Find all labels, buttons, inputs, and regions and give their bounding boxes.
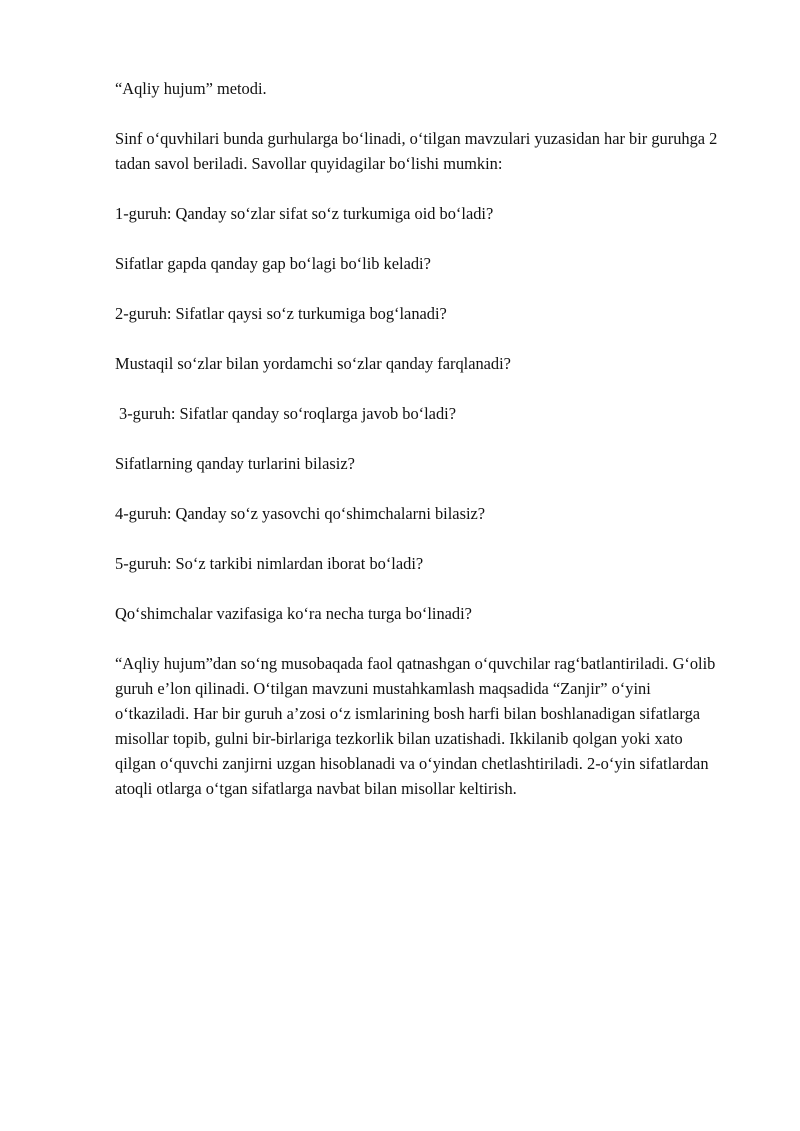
question-group-1: 1-guruh: Qanday so‘zlar sifat so‘z turkumiga oid bo‘ladi? [115, 204, 494, 223]
intro-paragraph: Sinf o‘quvhilari bunda gurhularga bo‘linadi, o‘tilgan mavzulari yuzasidan har bir guruhga 2 tadan savol beriladi. Savollar quyidagilar bo‘lishi mumkin: [115, 129, 718, 173]
question-group-3-second: Sifatlarning qanday turlarini bilasiz? [115, 454, 355, 473]
document-page [115, 76, 725, 801]
question-group-3: 3-guruh: Sifatlar qanday so‘roqlarga javob bo‘ladi? [119, 404, 456, 423]
question-group-4: 4-guruh: Qanday so‘z yasovchi qo‘shimchalarni bilasiz? [115, 504, 486, 523]
question-group-1-second: Sifatlar gapda qanday gap bo‘lagi bo‘lib keladi? [115, 254, 431, 273]
conclusion-paragraph: “Aqliy hujum”dan so‘ng musobaqada faol qatnashgan o‘quvchilar rag‘batlantiriladi. G‘olib guruh e’lon qilinadi. O‘tilgan mavzuni mustahkamlash maqsadida “Zanjir” o‘yini o‘tkaziladi. Har bir guruh a’zosi o‘z ismlarining bosh harfi bilan boshlanadigan sifatlarga misollar topib, gulni bir-birlariga tezkorlik bilan uzatishadi. Ikkilanib qolgan yoki xato qilgan o‘quvchi zanjirni uzgan hisoblanadi va o‘yindan chetlashtiriladi. 2-o‘yin sifatlardan atoqli otlarga o‘tgan sifatlarga navbat bilan misollar keltirish. [115, 654, 716, 798]
document-title: “Aqliy hujum” metodi. [115, 79, 267, 98]
question-group-5: 5-guruh: So‘z tarkibi nimlardan iborat bo‘ladi? [115, 554, 424, 573]
question-group-2-second: Mustaqil so‘zlar bilan yordamchi so‘zlar qanday farqlanadi? [115, 354, 511, 373]
question-group-5-second: Qo‘shimchalar vazifasiga ko‘ra necha turga bo‘linadi? [115, 604, 472, 623]
question-group-2: 2-guruh: Sifatlar qaysi so‘z turkumiga bog‘lanadi? [115, 304, 447, 323]
